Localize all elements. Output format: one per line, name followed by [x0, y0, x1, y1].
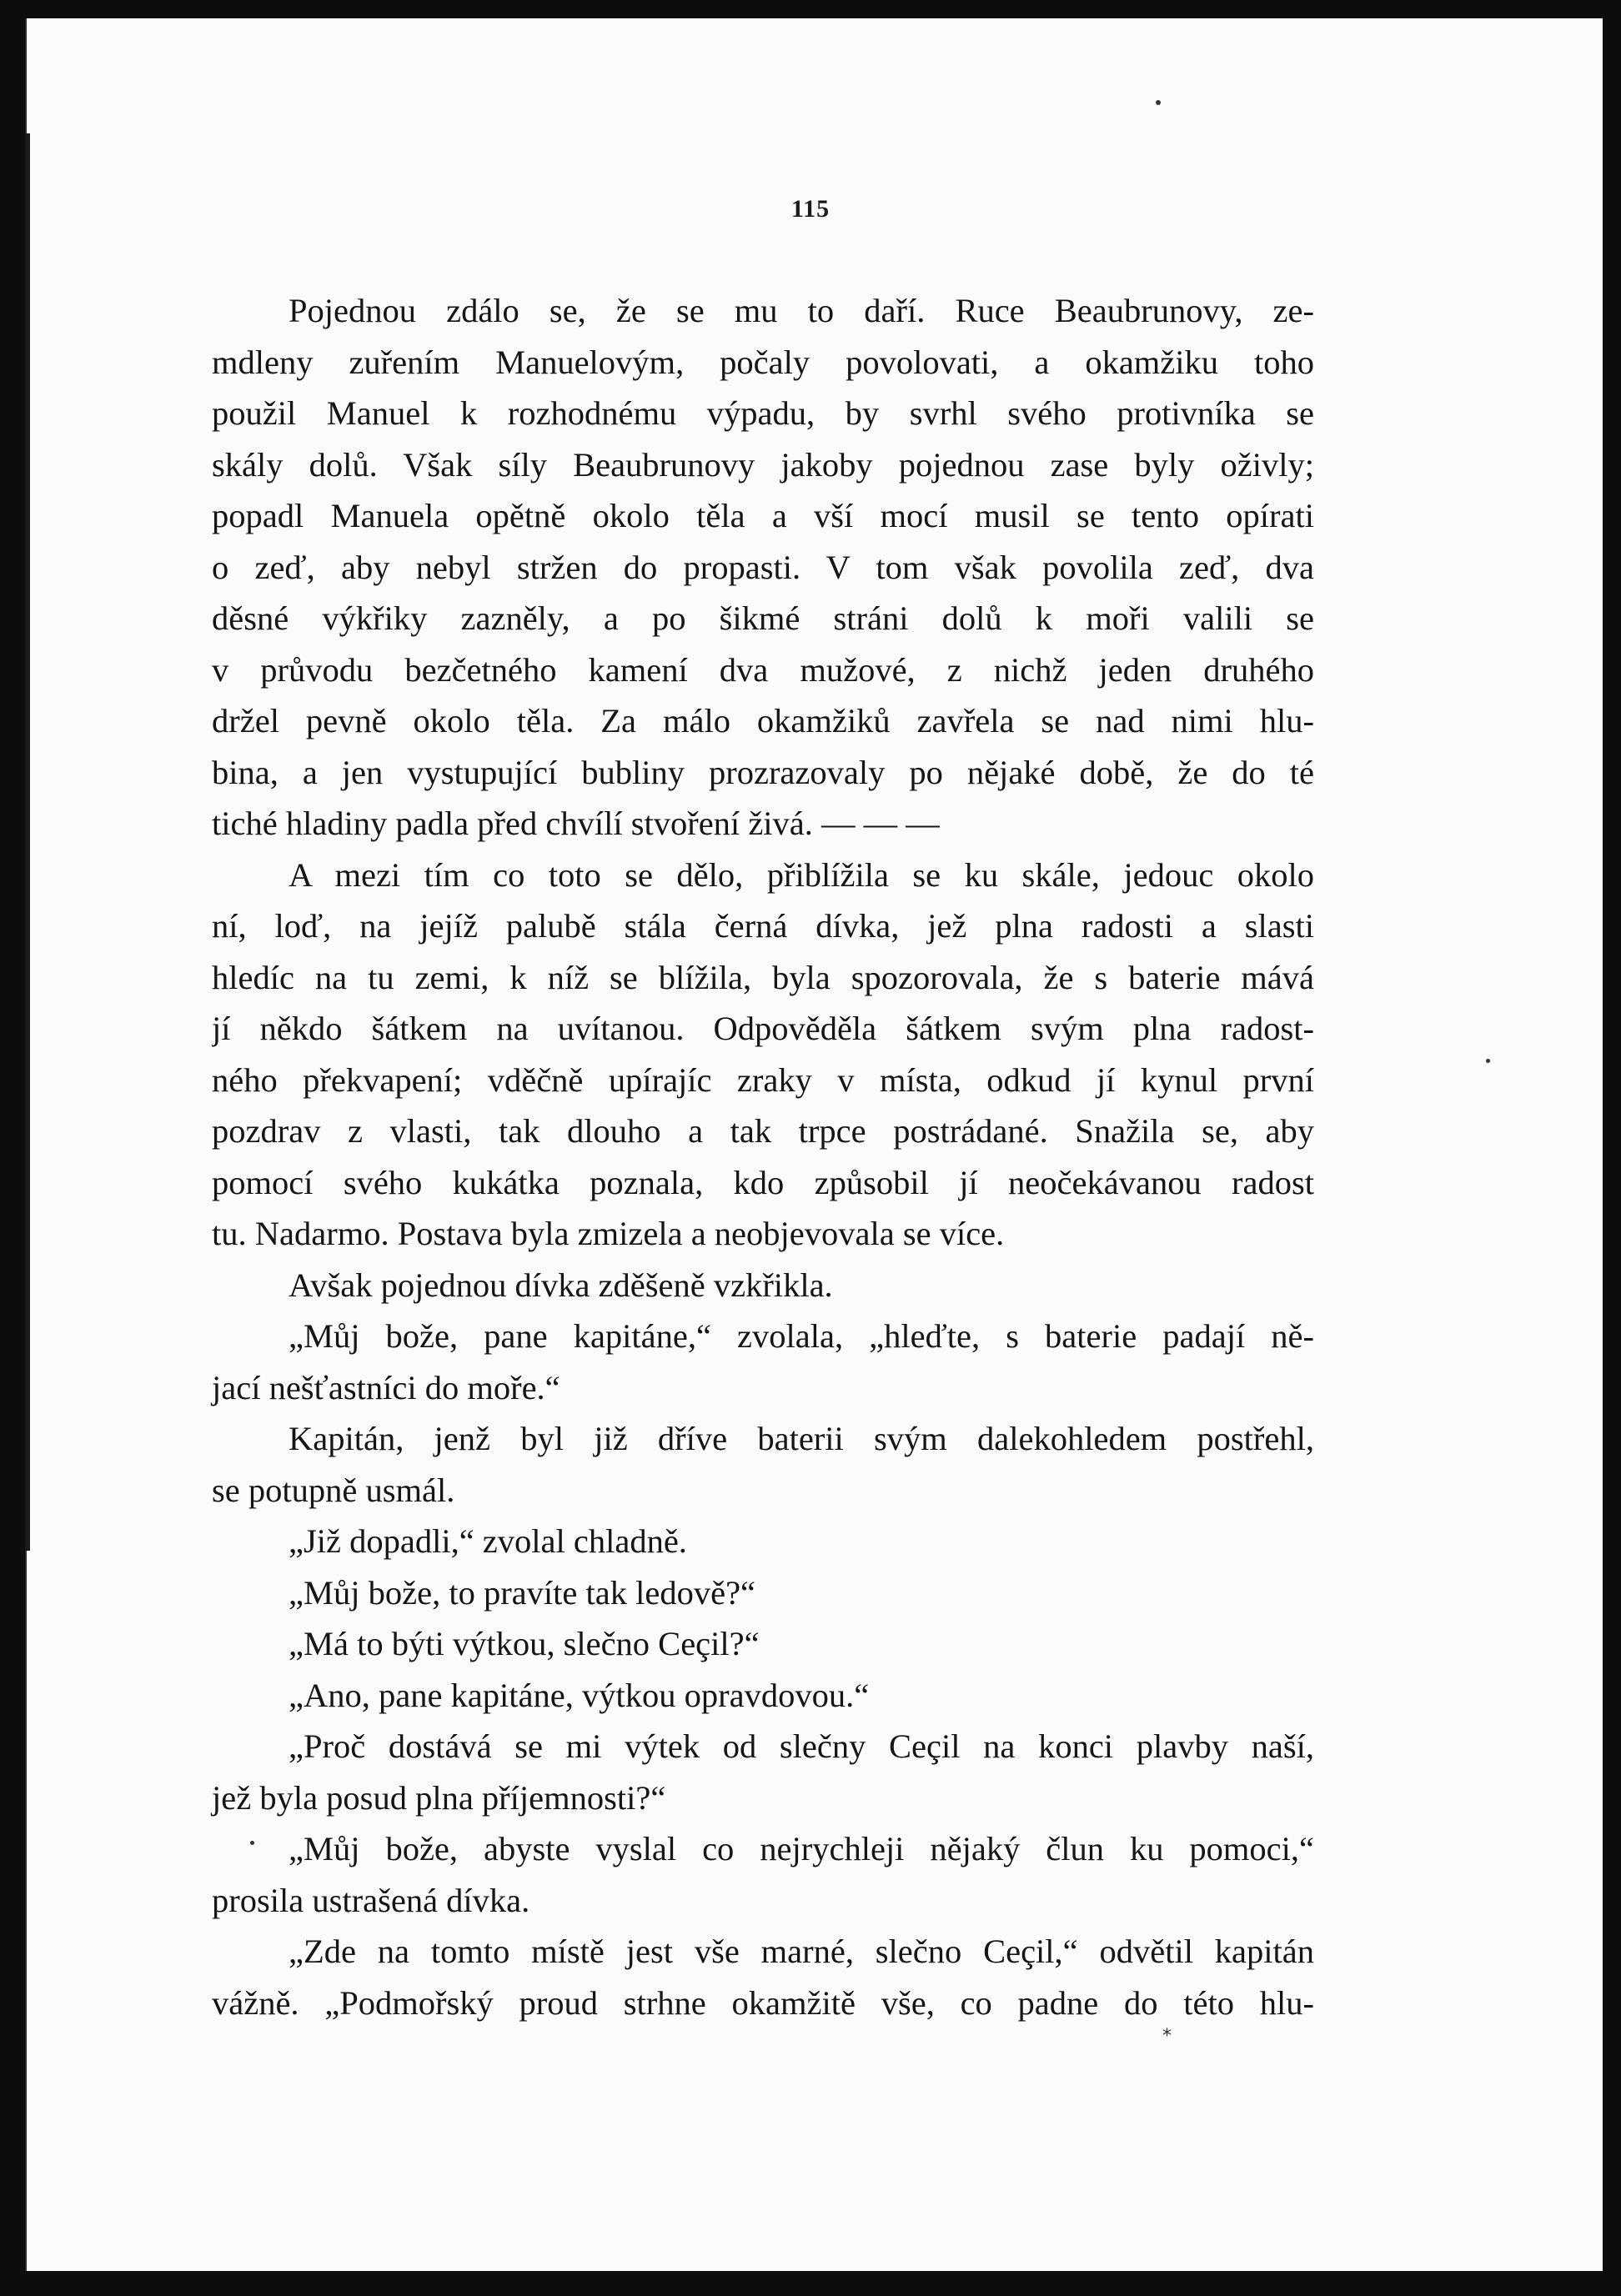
text-line: mdleny zuřením Manuelovým, počaly povolovati, a okamžiku toho — [212, 343, 1314, 381]
text-line: pozdrav z vlasti, tak dlouho a tak trpce postrádané. Snažila se, aby — [212, 1112, 1314, 1150]
text-line: A mezi tím co toto se dělo, přiblížila se ku skále, jedouc okolo — [289, 855, 1314, 894]
text-line: „Má to býti výtkou, slečno Ceçil?“ — [289, 1625, 760, 1662]
text-line: „Můj bože, abyste vyslal co nejrychleji nějaký člun ku pomoci,“ — [289, 1830, 1314, 1867]
text-line: prosila ustrašená dívka. — [212, 1881, 530, 1919]
text-line: bina, a jen vystupující bubliny prozrazovaly po nějaké době, že do té — [212, 753, 1314, 791]
speck-mark — [1486, 1059, 1490, 1063]
text-line: Kapitán, jenž byl již dříve baterii svým dalekohledem postřehl, — [289, 1420, 1314, 1457]
text-line: v průvodu bezčetného kamení dva mužové, z nichž jeden druhého — [212, 650, 1314, 689]
text-line: „Již dopadli,“ zvolal chladně. — [289, 1522, 687, 1560]
text-line: „Můj bože, pane kapitáne,“ zvolala, „hleďte, s baterie padají ně- — [289, 1317, 1314, 1355]
text-line: jež byla posud plna příjemnosti?“ — [212, 1778, 666, 1817]
text-line: pomocí svého kukátka poznala, kdo způsobil jí neočekávanou radost — [212, 1163, 1314, 1201]
text-line: „Zde na tomto místě jest vše marné, slečno Ceçil,“ odvětil kapitán — [289, 1933, 1314, 1970]
text-line: tu. Nadarmo. Postava byla zmizela a neobjevovala se více. — [212, 1215, 1005, 1252]
text-line: hledíc na tu zemi, k níž se blížila, byla spozorovala, že s baterie mává — [212, 958, 1314, 996]
text-line: ní, loď, na jejíž palubě stála černá dívka, jež plna radosti a slasti — [212, 907, 1314, 945]
page-binding-edge — [25, 133, 30, 1551]
text-line: vážně. „Podmořský proud strhne okamžitě vše, co padne do této hlu- — [212, 1983, 1314, 2022]
text-line: děsné výkřiky zazněly, a po šikmé stráni dolů k moři valili se — [212, 599, 1314, 637]
text-line: použil Manuel k rozhodnému výpadu, by svrhl svého protivníka se — [212, 394, 1314, 432]
text-line: „Můj bože, to pravíte tak ledově?“ — [289, 1573, 756, 1612]
text-line: se potupně usmál. — [212, 1471, 455, 1509]
text-line: Pojednou zdálo se, že se mu to daří. Ruce Beaubrunovy, ze- — [289, 292, 1314, 329]
text-line: ného překvapení; vděčně upírajíc zraky v místa, odkud jí kynul první — [212, 1060, 1314, 1099]
text-line: skály dolů. Však síly Beaubrunovy jakoby pojednou zase byly oživly; — [212, 445, 1314, 484]
text-line: držel pevně okolo těla. Za málo okamžiků zavřela se nad nimi hlu- — [212, 702, 1314, 739]
body-text — [212, 285, 1314, 2028]
text-line: „Proč dostává se mi výtek od slečny Ceçil na konci plavby naší, — [289, 1727, 1314, 1765]
text-line: jací nešťastníci do moře.“ — [212, 1368, 560, 1406]
text-line: o zeď, aby nebyl stržen do propasti. V tom však povolila zeď, dva — [212, 548, 1314, 586]
page-number: 115 — [790, 195, 831, 223]
text-line: jí někdo šátkem na uvítanou. Odpověděla šátkem svým plna radost- — [212, 1010, 1314, 1047]
text-line: „Ano, pane kapitáne, výtkou opravdovou.“ — [289, 1676, 870, 1714]
footer-mark: * — [1162, 2026, 1172, 2047]
text-line: popadl Manuela opětně okolo těla a vší mocí musil se tento opírati — [212, 497, 1314, 534]
text-line: Avšak pojednou dívka zděšeně vzkřikla. — [289, 1266, 833, 1304]
text-line: tiché hladiny padla před chvílí stvoření živá. — — — — [212, 805, 940, 842]
speck-mark — [1156, 100, 1161, 105]
